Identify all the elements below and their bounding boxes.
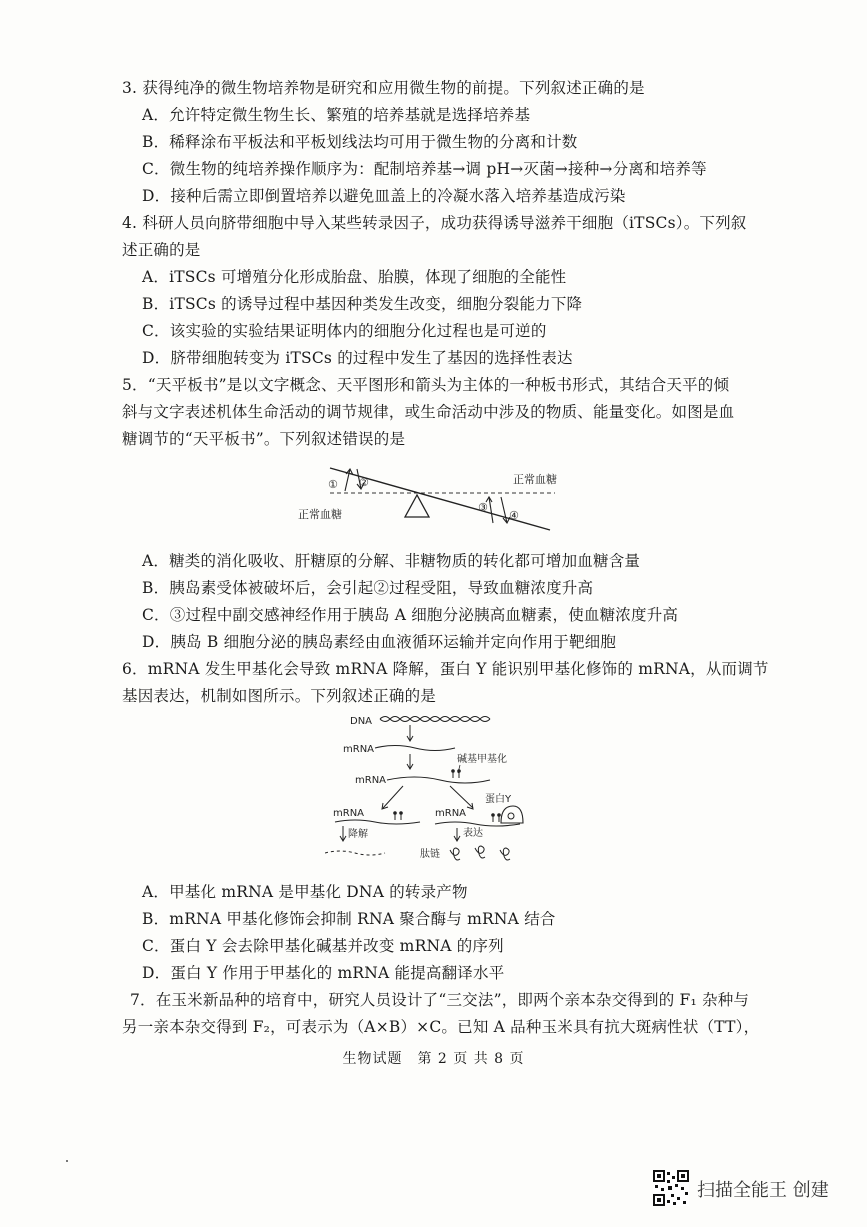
q3-option-a: A．允许特定微生物生长、繁殖的培养基就是选择培养基 [142, 106, 531, 124]
mrna-strand-1 [375, 746, 455, 751]
q6-stem-line2: 基因表达，机制如图所示。下列叙述正确的是 [122, 687, 437, 705]
label-normal-glucose-left: 正常血糖 [298, 508, 342, 521]
q4-option-c: C．该实验的实验结果证明体内的细胞分化过程也是可逆的 [142, 322, 547, 340]
label-mrna-3: mRNA [333, 808, 365, 819]
mark-4: ④ [509, 509, 519, 522]
page-footer: 生物试题 第 2 页 共 8 页 [342, 1051, 525, 1067]
mark-2: ② [359, 476, 369, 489]
q5-option-d: D．胰岛 B 细胞分泌的胰岛素经由血液循环运输并定向作用于靶细胞 [142, 633, 617, 651]
q5-stem-line3: 糖调节的“天平板书”。下列叙述错误的是 [122, 430, 406, 448]
peptide-chain-3 [500, 848, 510, 860]
mark-3: ③ [478, 501, 488, 514]
q4-stem-line1: 4. 科研人员向脐带细胞中导入某些转录因子，成功获得诱导滋养干细胞（iTSCs）。下列叙 [122, 214, 747, 232]
q6-option-c: C．蛋白 Y 会去除甲基化碱基并改变 mRNA 的序列 [142, 937, 504, 955]
scanner-watermark [653, 1170, 853, 1210]
label-base-methylation: 碱基甲基化 [457, 754, 507, 765]
label-dna: DNA [350, 716, 373, 727]
qr-code-icon [653, 1170, 689, 1206]
mark-1: ① [328, 478, 338, 491]
mrna-strand-2 [387, 777, 490, 783]
q6-option-b: B．mRNA 甲基化修饰会抑制 RNA 聚合酶与 mRNA 结合 [142, 910, 556, 928]
q4-stem-line2: 述正确的是 [122, 241, 201, 259]
q3-option-b: B．稀释涂布平板法和平板划线法均可用于微生物的分离和计数 [142, 133, 578, 151]
peptide-chain-2 [475, 846, 485, 858]
q4-option-b: B．iTSCs 的诱导过程中基因种类发生改变，细胞分裂能力下降 [142, 295, 583, 313]
label-mrna-4: mRNA [435, 808, 467, 819]
q7-stem-line2: 另一亲本杂交得到 F₂，可表示为（A×B）×C。已知 A 品种玉米具有抗大斑病性状（TT）， [122, 1018, 760, 1036]
q3-stem: 3. 获得纯净的微生物培养物是研究和应用微生物的前提。下列叙述正确的是 [122, 79, 645, 97]
label-protein-y: 蛋白Y [485, 794, 512, 805]
mrna-methylation-figure [325, 710, 540, 870]
mrna-strand-3 [335, 820, 420, 824]
q6-stem-line1: 6．mRNA 发生甲基化会导致 mRNA 降解，蛋白 Y 能识别甲基化修饰的 mRNA，从而调节 [122, 660, 769, 678]
watermark-text: 扫描全能王 创建 [697, 1180, 829, 1201]
q4-option-d: D．脐带细胞转变为 iTSCs 的过程中发生了基因的选择性表达 [142, 349, 573, 367]
protein-y-shape [501, 806, 523, 823]
q5-option-c: C．③过程中副交感神经作用于胰岛 A 细胞分泌胰高血糖素，使血糖浓度升高 [142, 606, 679, 624]
q3-option-d: D．接种后需立即倒置培养以避免皿盖上的冷凝水落入培养基造成污染 [142, 187, 626, 205]
label-mrna-1: mRNA [343, 744, 375, 755]
label-mrna-2: mRNA [355, 775, 387, 786]
peptide-chain-1 [450, 848, 460, 860]
q7-stem-line1: 7．在玉米新品种的培育中，研究人员设计了“三交法”，即两个亲本杂交得到的 F₁ 杂种与 [130, 991, 750, 1009]
q6-option-d: D．蛋白 Y 作用于甲基化的 mRNA 能提高翻译水平 [142, 964, 505, 982]
label-normal-glucose-right: 正常血糖 [513, 473, 557, 486]
q6-option-a: A．甲基化 mRNA 是甲基化 DNA 的转录产物 [142, 883, 468, 901]
balance-figure [295, 455, 575, 535]
q4-option-a: A．iTSCs 可增殖分化形成胎盘、胎膜，体现了细胞的全能性 [142, 268, 567, 286]
fulcrum-triangle [405, 495, 429, 517]
q5-option-b: B．胰岛素受体被破坏后，会引起②过程受阻，导致血糖浓度升高 [142, 579, 594, 597]
label-peptide: 肽链 [420, 849, 440, 860]
label-degrade: 降解 [348, 829, 368, 840]
q3-option-c: C．微生物的纯培养操作顺序为：配制培养基→调 pH→灭菌→接种→分离和培养等 [142, 160, 707, 178]
q5-stem-line2: 斜与文字表述机体生命活动的调节规律，或生命活动中涉及的物质、能量变化。如图是血 [122, 403, 735, 421]
q5-option-a: A．糖类的消化吸收、肝糖原的分解、非糖物质的转化都可增加血糖含量 [142, 552, 641, 570]
scan-speck [66, 1160, 68, 1162]
label-express: 表达 [463, 828, 483, 839]
q5-stem-line1: 5．“天平板书”是以文字概念、天平图形和箭头为主体的一种板书形式，其结合天平的倾 [122, 376, 730, 394]
degraded-fragments [325, 851, 385, 855]
